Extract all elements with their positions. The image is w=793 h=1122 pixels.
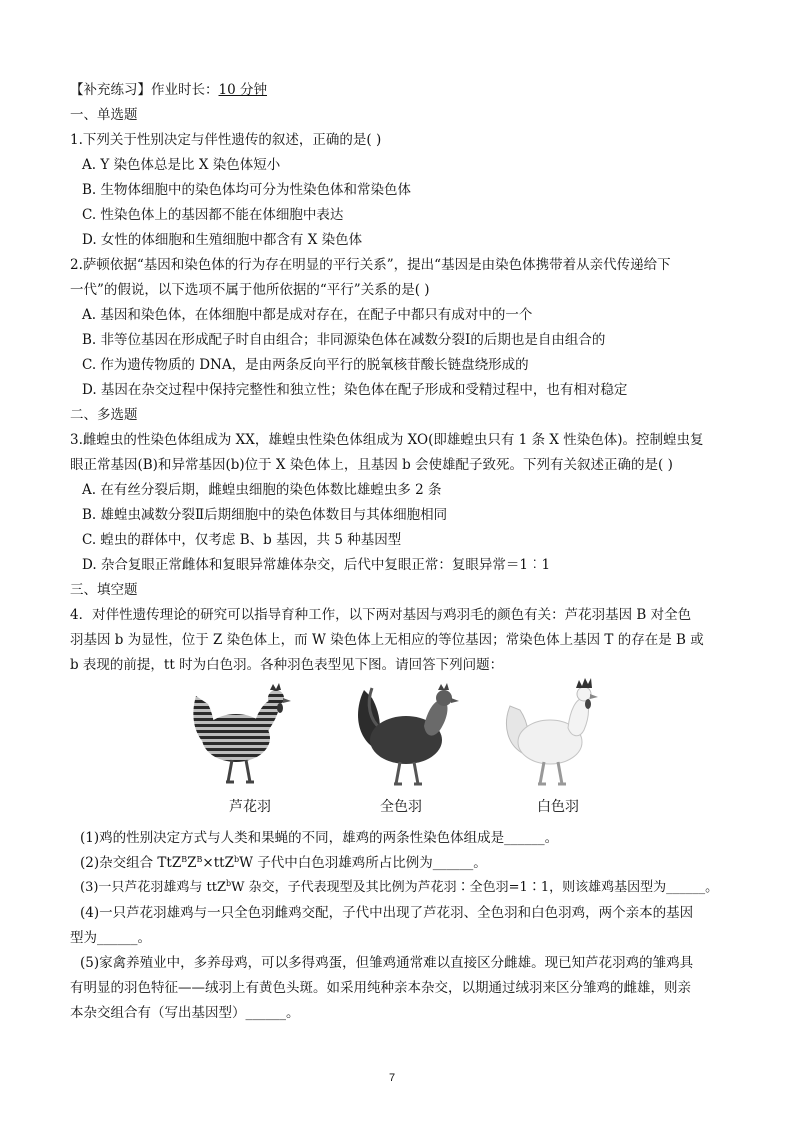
question-3-option-a: A. 在有丝分裂后期，雌蝗虫细胞的染色体数比雄蝗虫多 2 条 bbox=[82, 482, 442, 498]
question-2-option-d: D. 基因在杂交过程中保持完整性和独立性；染色体在配子形成和受精过程中，也有相对稳定 bbox=[82, 382, 628, 398]
question-3-stem-line-2: 眼正常基因(B)和异常基因(b)位于 X 染色体上，且基因 b 会使雄配子致死。下列有关叙述正确的是( ) bbox=[70, 457, 673, 473]
question-4-sub-5-line-2: 有明显的羽色特征——绒羽上有黄色头斑。如采用纯种亲本杂交，以期通过绒羽来区分雏鸡的雌雄，则亲 bbox=[70, 980, 691, 996]
sub-2-part-c: ×ttZ bbox=[202, 855, 234, 871]
question-4-sub-5-line-1: (5)家禽养殖业中，多养母鸡，可以多得鸡蛋，但雏鸡通常难以直接区分雌雄。现已知芦花羽鸡的雏鸡具 bbox=[80, 955, 694, 971]
question-3-option-b: B. 雄蝗虫减数分裂Ⅱ后期细胞中的染色体数目与其体细胞相同 bbox=[82, 507, 448, 523]
question-4-sub-5-line-3: 本杂交组合有（写出基因型）______。 bbox=[70, 1005, 300, 1021]
question-1-option-c: C. 性染色体上的基因都不能在体细胞中表达 bbox=[82, 207, 344, 223]
question-1-stem: 1.下列关于性别决定与伴性遗传的叙述，正确的是( ) bbox=[70, 132, 382, 148]
question-1-option-a: A. Y 染色体总是比 X 染色体短小 bbox=[82, 157, 281, 173]
caption-solid-color: 全色羽 bbox=[380, 799, 422, 815]
section-title-single-choice: 一、单选题 bbox=[70, 107, 138, 123]
question-2-option-b: B. 非等位基因在形成配子时自由组合；非同源染色体在减数分裂Ⅰ的后期也是自由组合的 bbox=[82, 332, 606, 348]
sub-3-sup: b bbox=[226, 879, 232, 888]
sub-2-sup-1: B bbox=[181, 855, 188, 864]
sub-2-sup-3: b bbox=[233, 855, 240, 864]
sub-3-part-a: (3)一只芦花羽雄鸡与 ttZ bbox=[80, 880, 227, 895]
question-4-stem-line-1: 4．对伴性遗传理论的研究可以指导育种工作，以下两对基因与鸡羽毛的颜色有关：芦花羽基因 B 对全色 bbox=[70, 607, 692, 623]
question-2-option-c: C. 作为遗传物质的 DNA，是由两条反向平行的脱氧核苷酸长链盘绕形成的 bbox=[82, 357, 529, 373]
sub-2-part-a: (2)杂交组合 TtZ bbox=[80, 855, 182, 871]
question-1-option-b: B. 生物体细胞中的染色体均可分为性染色体和常染色体 bbox=[82, 182, 412, 198]
sub-2-part-d: W 子代中白色羽雄鸡所占比例为______。 bbox=[239, 855, 487, 871]
question-1-option-d: D. 女性的体细胞和生殖细胞中都含有 X 染色体 bbox=[82, 232, 363, 248]
sub-2-sup-2: B bbox=[196, 855, 203, 864]
section-title-fill-in: 三、填空题 bbox=[70, 582, 138, 598]
question-2-stem-line-2: 一代”的假说，以下选项不属于他所依据的“平行”关系的是( ) bbox=[70, 282, 430, 298]
question-4-sub-2 bbox=[80, 853, 487, 873]
solid-color-rooster-image bbox=[350, 676, 470, 794]
question-4-sub-1: (1)鸡的性别决定方式与人类和果蝇的不同，雄鸡的两条性染色体组成是______。 bbox=[80, 830, 559, 846]
header-bracket: 【补充练习】 bbox=[70, 82, 151, 98]
question-3-option-c: C. 蝗虫的群体中，仅考虑 B、b 基因，共 5 种基因型 bbox=[82, 532, 402, 548]
white-rooster-image bbox=[500, 676, 610, 794]
section-title-multiple-choice: 二、多选题 bbox=[70, 407, 138, 423]
question-4-sub-4-line-2: 型为______。 bbox=[70, 930, 151, 946]
question-4-stem-line-2: 羽基因 b 为显性，位于 Z 染色体上，而 W 染色体上无相应的等位基因；常染色体上基因 T 的存在是 B 或 bbox=[70, 632, 704, 648]
feather-color-figure bbox=[180, 676, 620, 816]
header-duration: 10 分钟 bbox=[218, 82, 267, 98]
caption-barred: 芦花羽 bbox=[229, 799, 271, 815]
question-4-sub-3 bbox=[80, 878, 718, 898]
header-label: 作业时长： bbox=[151, 82, 219, 98]
question-4-stem-line-3: b 表现的前提，tt 时为白色羽。各种羽色表型见下图。请回答下列问题： bbox=[70, 657, 504, 673]
question-2-stem-line-1: 2.萨顿依据“基因和染色体的行为存在明显的平行关系”，提出“基因是由染色体携带着从亲代传递给下 bbox=[70, 257, 671, 273]
question-3-stem-line-1: 3.雌蝗虫的性染色体组成为 XX，雄蝗虫性染色体组成为 XO(即雄蝗虫只有 1 条 X 性染色体)。控制蝗虫复 bbox=[70, 432, 704, 448]
question-2-option-a: A. 基因和染色体，在体细胞中都是成对存在，在配子中都只有成对中的一个 bbox=[82, 307, 533, 323]
question-3-option-d: D. 杂合复眼正常雌体和复眼异常雄体杂交，后代中复眼正常：复眼异常＝1︰1 bbox=[82, 557, 551, 573]
assignment-header bbox=[70, 80, 267, 100]
page-number: 7 bbox=[389, 1072, 396, 1084]
barred-rooster-image bbox=[188, 676, 298, 794]
sub-3-part-b: W 杂交，子代表现型及其比例为芦花羽∶全色羽=1∶1，则该雄鸡基因型为______。 bbox=[231, 880, 719, 895]
sub-2-part-b: Z bbox=[187, 855, 197, 871]
question-4-sub-4-line-1: (4)一只芦花羽雄鸡与一只全色羽雌鸡交配，子代中出现了芦花羽、全色羽和白色羽鸡，两个亲本的基因 bbox=[80, 905, 694, 921]
caption-white: 白色羽 bbox=[537, 799, 579, 815]
